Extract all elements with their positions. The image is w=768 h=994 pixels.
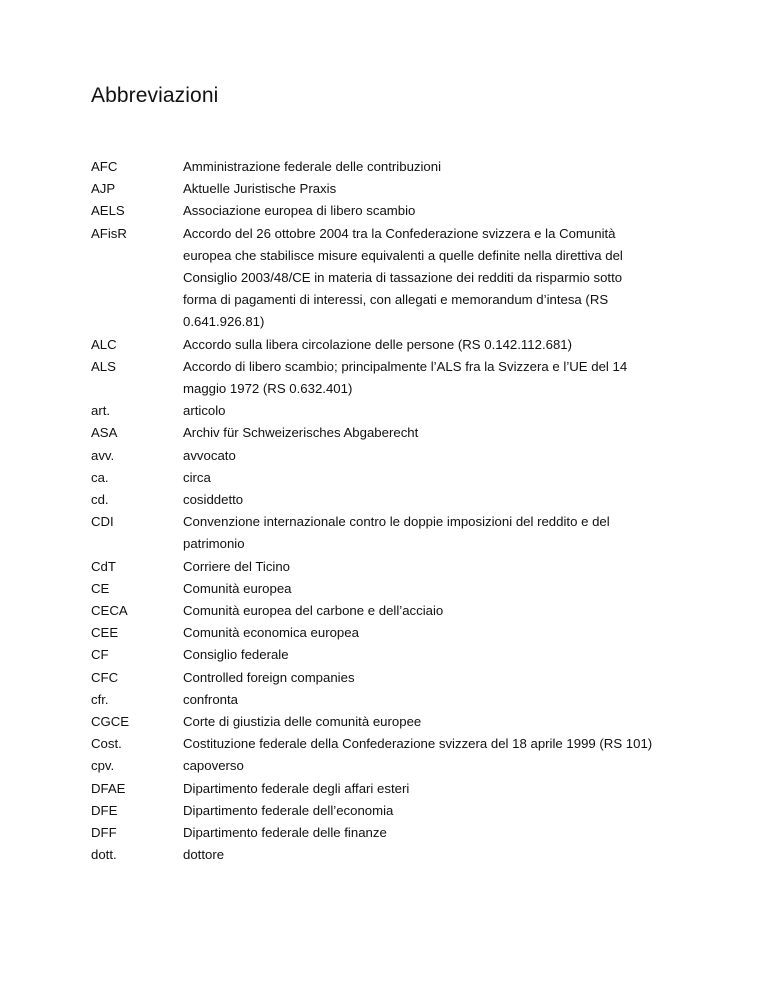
definition-line: circa [183,469,211,485]
definition-line: Archiv für Schweizerisches Abgaberecht [183,425,419,441]
abbreviation-term: DFE [91,802,118,818]
abbreviation-entry [91,445,691,467]
abbreviation-term: AFC [91,159,118,174]
definition-line: Controlled foreign companies [183,669,355,685]
definition-line: maggio 1972 (RS 0.632.401) [183,381,353,397]
definition-line: Dipartimento federale dell’economia [183,802,394,818]
abbreviation-entry [91,556,691,578]
abbreviation-entry [91,800,691,822]
abbreviation-definition [183,800,691,822]
abbreviation-definition [183,556,691,578]
abbreviation-entry [91,156,691,178]
abbreviation-term: cd. [91,492,109,508]
abbreviation-definition [183,578,691,600]
definition-line: Dipartimento federale delle finanze [183,825,387,841]
definition-line: Associazione europea di libero scambio [183,203,416,219]
abbreviation-entry [91,711,691,733]
definition-line: Amministrazione federale delle contribuzioni [183,159,442,174]
abbreviation-entry [91,400,691,422]
abbreviation-definition [183,622,691,644]
abbreviation-entry [91,223,691,334]
definition-line: forma di pagamenti di interessi, con allegati e memorandum d’intesa (RS [183,292,609,308]
abbreviation-term: Cost. [91,736,122,752]
abbreviation-entry [91,178,691,200]
definition-line: Comunità europea del carbone e dell’acciaio [183,603,444,619]
abbreviation-definition [183,844,691,866]
definition-line: confronta [183,691,238,707]
abbreviation-entry [91,489,691,511]
abbreviation-definition [183,733,691,755]
abbreviation-term: ALC [91,336,117,352]
abbreviation-term: art. [91,403,111,419]
abbreviation-entry [91,667,691,689]
abbreviation-definition [183,644,691,666]
definition-line: capoverso [183,758,244,774]
abbreviation-entry [91,644,691,666]
definition-line: avvocato [183,447,236,463]
definition-line: Dipartimento federale degli affari esteri [183,780,410,796]
abbreviation-definition [183,445,691,467]
definition-line: Aktuelle Juristische Praxis [183,181,337,197]
abbreviation-term: CdT [91,558,116,574]
abbreviation-definition [183,334,691,356]
abbreviation-entry [91,755,691,777]
abbreviation-definition [183,511,691,555]
definition-line: Costituzione federale della Confederazione svizzera del 18 aprile 1999 (RS 101) [183,736,653,752]
abbreviation-term: CGCE [91,714,130,730]
abbreviation-term: DFAE [91,780,126,796]
abbreviation-term: CE [91,580,110,596]
abbreviation-term: cfr. [91,691,109,707]
abbreviation-definition [183,467,691,489]
definition-line: Consiglio federale [183,647,289,663]
abbreviation-entry [91,733,691,755]
definition-line: articolo [183,403,226,419]
definition-line: Accordo del 26 ottobre 2004 tra la Confederazione svizzera e la Comunità [183,225,616,241]
abbreviation-entry [91,622,691,644]
definition-line: Convenzione internazionale contro le doppie imposizioni del reddito e del [183,514,610,530]
abbreviation-term: CF [91,647,109,663]
abbreviation-term: AJP [91,181,116,197]
abbreviation-term: ca. [91,469,109,485]
abbreviation-definition [183,422,691,444]
definition-line: Corriere del Ticino [183,558,291,574]
abbreviation-entry [91,334,691,356]
abbreviation-entry [91,200,691,222]
definition-line: Comunità europea [183,580,292,596]
definition-line: europea che stabilisce misure equivalenti a quelle definite nella direttiva del [183,247,623,263]
definition-line: Accordo sulla libera circolazione delle persone (RS 0.142.112.681) [183,336,573,352]
abbreviation-entry [91,844,691,866]
abbreviation-term: CFC [91,669,119,685]
abbreviation-definition [183,356,691,400]
abbreviation-entry [91,778,691,800]
abbreviation-definition [183,156,691,178]
abbreviation-definition [183,711,691,733]
abbreviation-term: avv. [91,447,115,463]
abbreviation-term: CDI [91,514,114,530]
definition-line: dottore [183,847,225,863]
abbreviation-definition [183,755,691,777]
abbreviation-definition [183,178,691,200]
abbreviation-entry [91,422,691,444]
abbreviation-list [91,156,691,867]
definition-line: cosiddetto [183,492,244,508]
definition-line: Consiglio 2003/48/CE in materia di tassazione dei redditi da risparmio sotto [183,270,623,286]
abbreviation-term: dott. [91,847,117,863]
definition-line: Accordo di libero scambio; principalmente l’ALS fra la Svizzera e l’UE del 14 [183,358,628,374]
abbreviation-term: AELS [91,203,125,219]
abbreviation-term: AFisR [91,225,127,241]
abbreviation-term: ALS [91,358,116,374]
abbreviation-term: cpv. [91,758,115,774]
abbreviation-entry [91,822,691,844]
definition-line: Comunità economica europea [183,625,359,641]
abbreviation-entry [91,578,691,600]
abbreviation-definition [183,778,691,800]
abbreviation-entry [91,511,691,555]
abbreviation-term: CEE [91,625,119,641]
abbreviation-term: ASA [91,425,118,441]
abbreviation-definition [183,822,691,844]
page-title: Abbreviazioni [91,84,219,107]
definition-line: Corte di giustizia delle comunità europee [183,714,422,730]
abbreviation-definition [183,489,691,511]
abbreviation-term: CECA [91,603,128,619]
abbreviation-entry [91,467,691,489]
definition-line: 0.641.926.81) [183,314,265,330]
definition-line: patrimonio [183,536,245,552]
abbreviation-definition [183,667,691,689]
abbreviation-definition [183,400,691,422]
abbreviation-definition [183,200,691,222]
abbreviation-entry [91,689,691,711]
abbreviation-definition [183,223,691,334]
abbreviation-entry [91,600,691,622]
abbreviation-entry [91,356,691,400]
abbreviation-definition [183,600,691,622]
abbreviation-definition [183,689,691,711]
abbreviation-term: DFF [91,825,117,841]
